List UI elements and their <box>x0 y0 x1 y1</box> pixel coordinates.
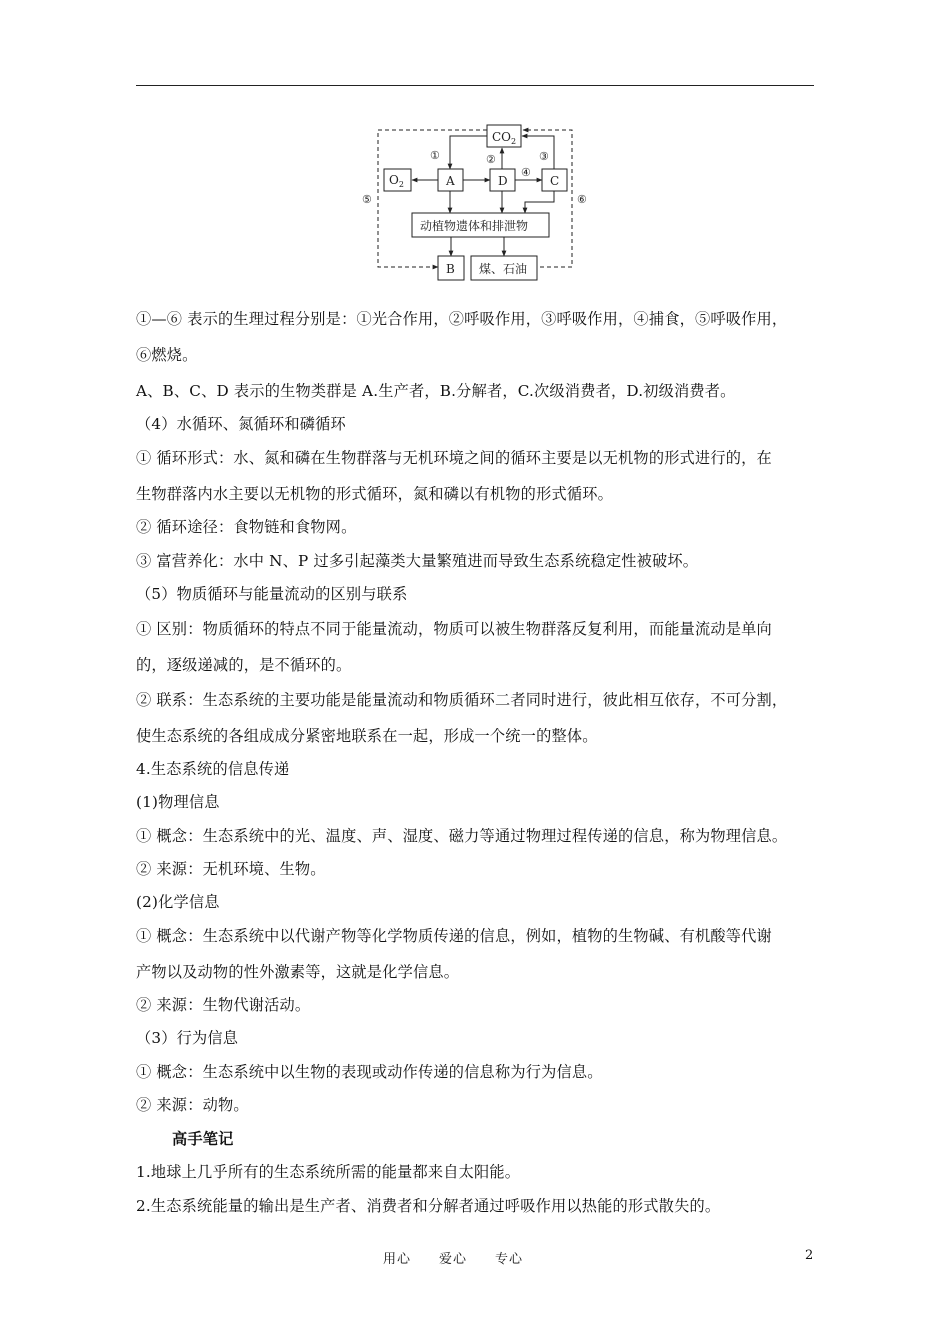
b-label: B <box>446 262 455 276</box>
subsection-heading: （3）行为信息 <box>136 1029 239 1047</box>
body-line: ⑥燃烧。 <box>136 346 198 364</box>
footer-motto: 用心 爱心 专心 <box>383 1252 524 1267</box>
remains-label: 动植物遗体和排泄物 <box>420 219 529 233</box>
svg-text:CO2: $CO_2$ <box>492 130 517 146</box>
body-line: A、B、C、D 表示的生物类群是 A.生产者，B.分解者，C.次级消费者，D.初级消费者。 <box>136 382 736 400</box>
body-line: ③ 富营养化：水中 N、P 过多引起藻类大量繁殖进而导致生态系统稳定性被破坏。 <box>136 552 699 570</box>
coal-oil-label: 煤、石油 <box>479 262 528 276</box>
body-line: ① 概念：生态系统中以生物的表现或动作传递的信息称为行为信息。 <box>136 1063 603 1081</box>
subsection-heading: (2)化学信息 <box>136 893 220 911</box>
body-line: 产物以及动物的性外激素等，这就是化学信息。 <box>136 963 460 981</box>
step-4-label: ④ <box>521 166 531 179</box>
body-line: 的，逐级递减的，是不循环的。 <box>136 656 352 674</box>
o2-label: O <box>389 173 399 187</box>
d-label: D <box>498 174 508 188</box>
step-2-label: ② <box>486 153 496 166</box>
body-line: ② 来源：生物代谢活动。 <box>136 996 311 1014</box>
body-line: ①—⑥ 表示的生理过程分别是：①光合作用，②呼吸作用，③呼吸作用，④捕食，⑤呼吸作用， <box>136 310 788 328</box>
step-1-label: ① <box>430 149 440 162</box>
body-line: 生物群落内水主要以无机物的形式循环，氮和磷以有机物的形式循环。 <box>136 485 614 503</box>
section-heading: （5）物质循环与能量流动的区别与联系 <box>136 585 408 603</box>
body-line: ① 概念：生态系统中以代谢产物等化学物质传递的信息，例如，植物的生物碱、有机酸等代谢 <box>136 927 772 945</box>
co2-label: CO <box>492 130 512 144</box>
subsection-heading: (1)物理信息 <box>136 793 220 811</box>
section-heading: 4.生态系统的信息传递 <box>136 760 290 778</box>
step-5-label: ⑤ <box>362 193 372 206</box>
page-number: 2 <box>805 1248 814 1263</box>
notes-heading: 高手笔记 <box>172 1130 234 1148</box>
c-label: C <box>550 174 560 188</box>
body-line: ② 来源：动物。 <box>136 1096 249 1114</box>
body-line: ② 循环途径：食物链和食物网。 <box>136 518 357 536</box>
body-line: ① 概念：生态系统中的光、温度、声、湿度、磁力等通过物理过程传递的信息，称为物理信息。 <box>136 827 788 845</box>
body-line: ① 循环形式：水、氮和磷在生物群落与无机环境之间的循环主要是以无机物的形式进行的，在 <box>136 449 772 467</box>
carbon-cycle-diagram <box>355 122 595 287</box>
body-line: ② 联系：生态系统的主要功能是能量流动和物质循环二者同时进行，彼此相互依存，不可分割， <box>136 691 788 709</box>
a-label: A <box>446 174 455 188</box>
step-3-label: ③ <box>539 150 549 163</box>
header-rule <box>136 85 814 86</box>
note-item: 1.地球上几乎所有的生态系统所需的能量都来自太阳能。 <box>136 1163 521 1181</box>
svg-text:O2: $O_2$ <box>389 173 404 189</box>
note-item: 2.生态系统能量的输出是生产者、消费者和分解者通过呼吸作用以热能的形式散失的。 <box>136 1197 721 1215</box>
body-line: ① 区别：物质循环的特点不同于能量流动，物质可以被生物群落反复利用，而能量流动是单向 <box>136 620 772 638</box>
body-line: 使生态系统的各组成成分紧密地联系在一起，形成一个统一的整体。 <box>136 727 598 745</box>
section-heading: （4）水循环、氮循环和磷循环 <box>136 415 346 433</box>
body-line: ② 来源：无机环境、生物。 <box>136 860 326 878</box>
step-6-label: ⑥ <box>577 193 587 206</box>
